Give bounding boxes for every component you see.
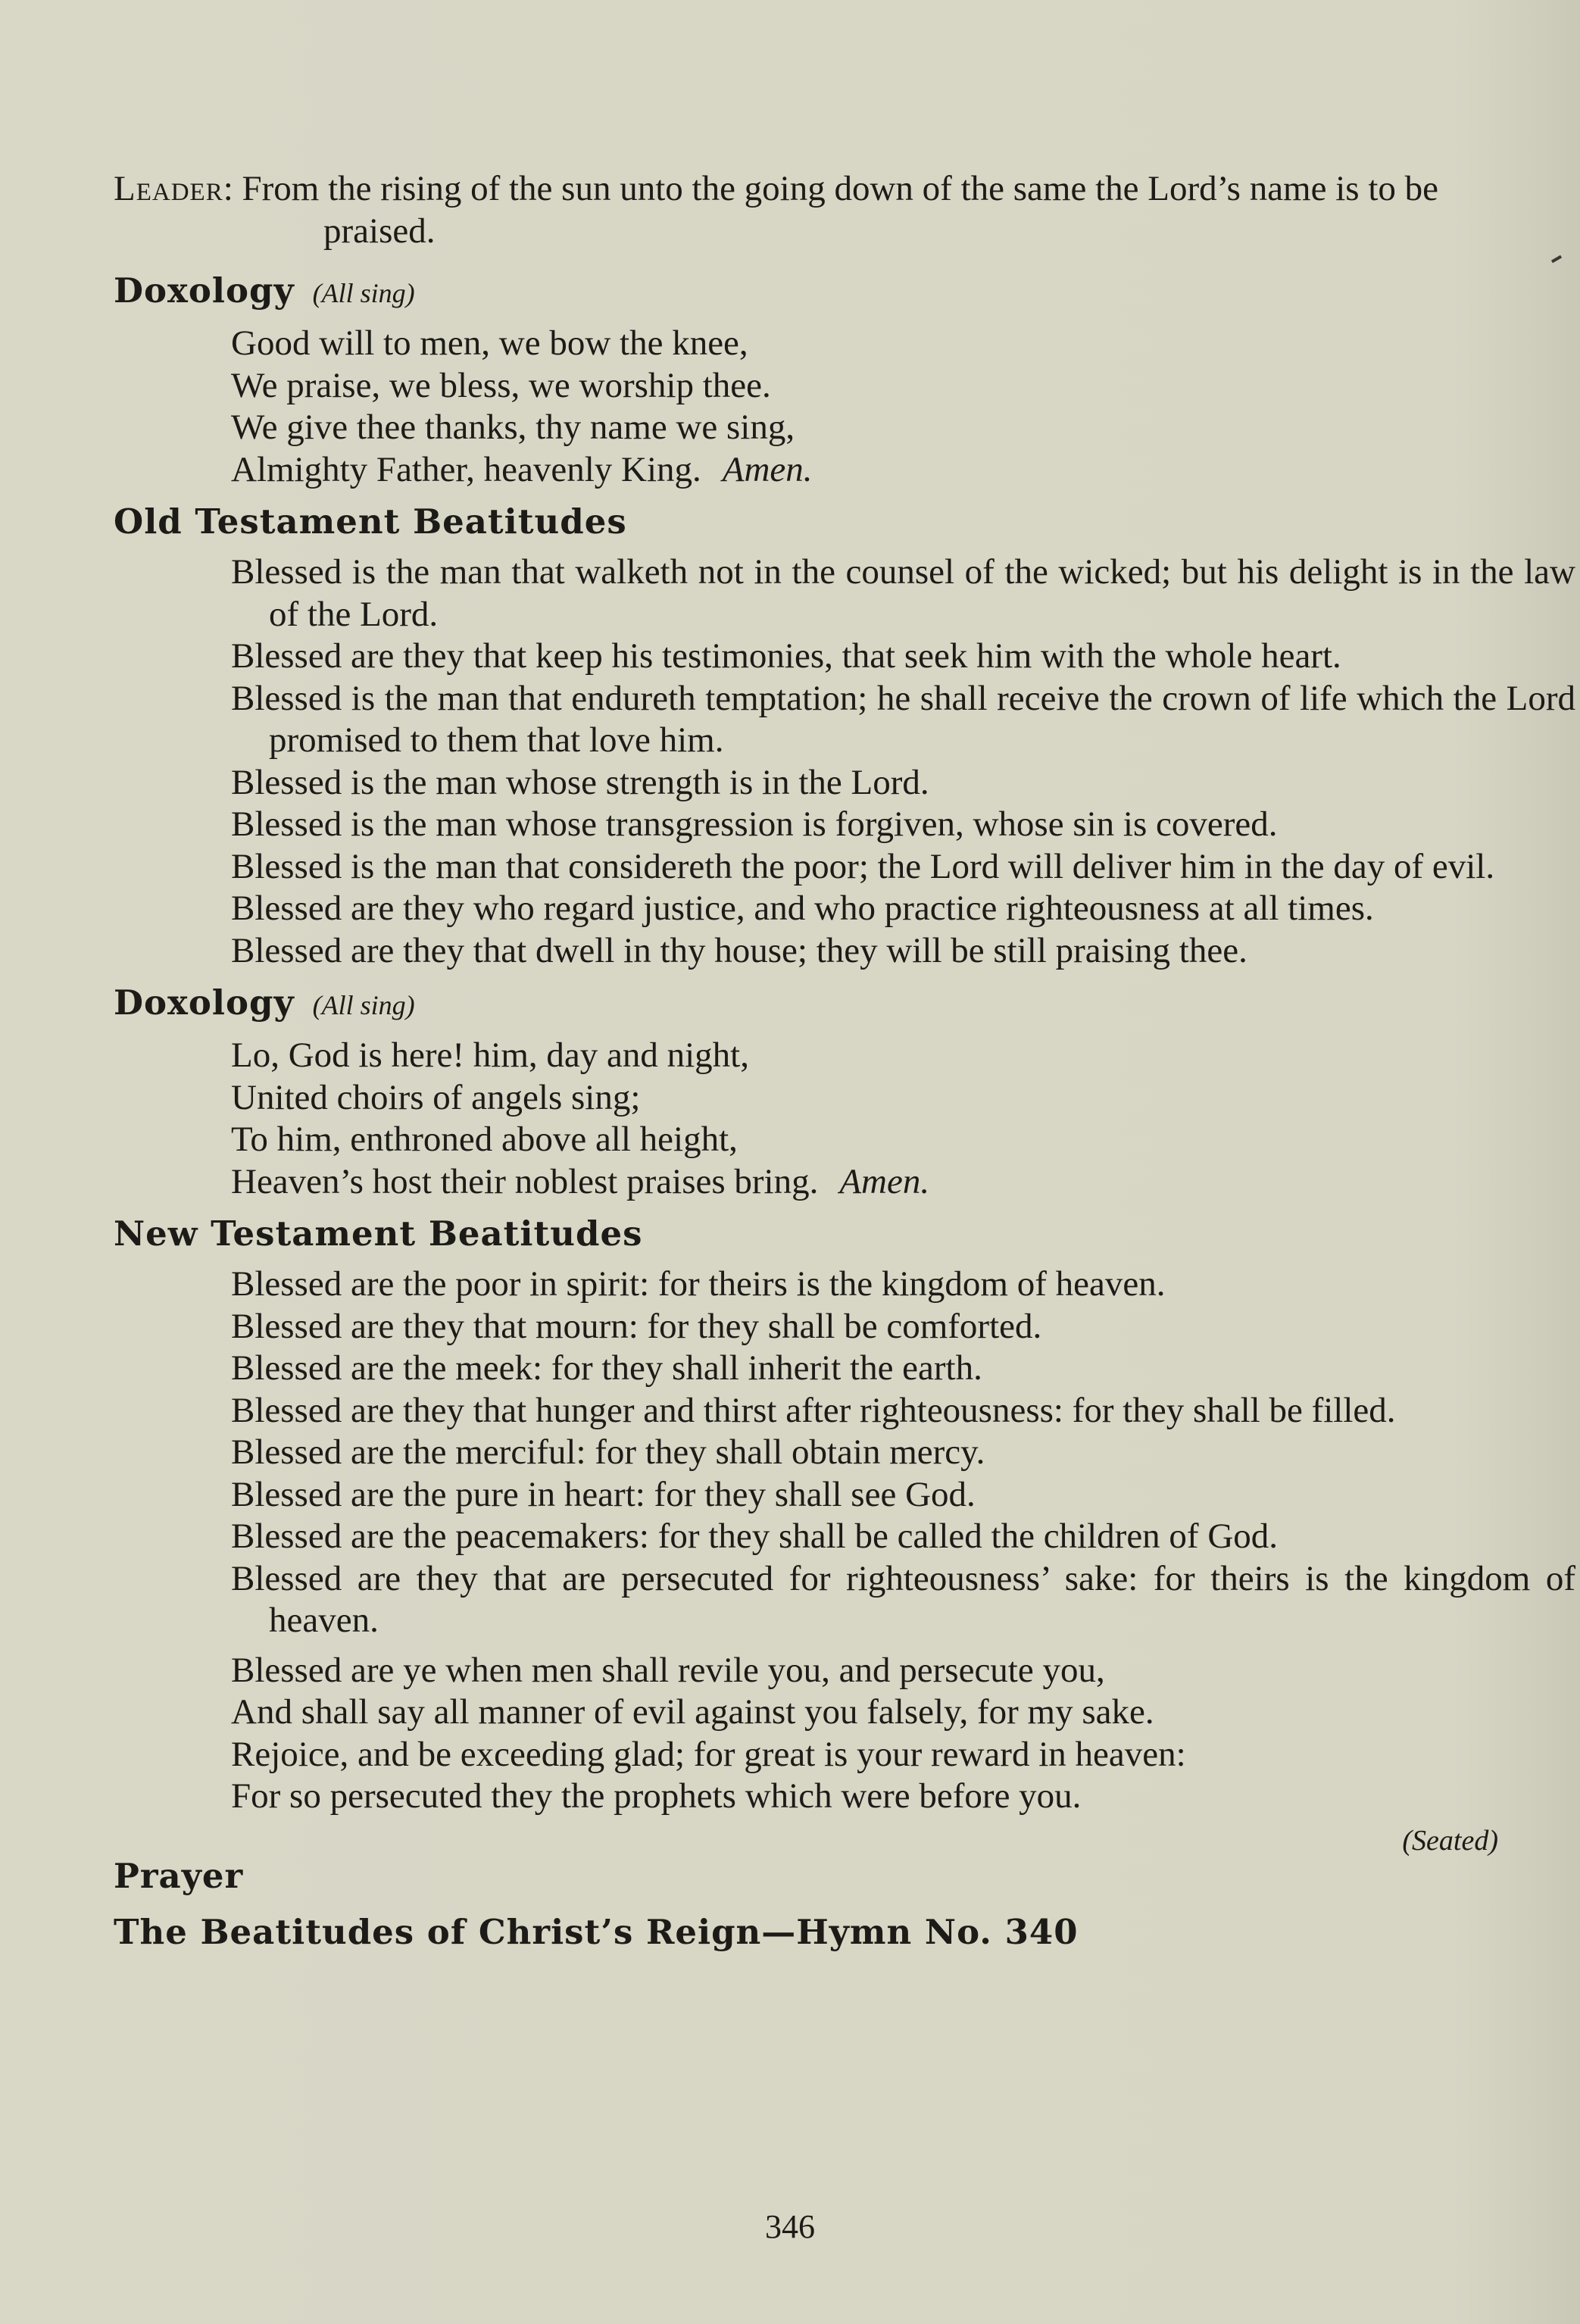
beatitude: Blessed are the peacemakers: for they shall be called the children of God. — [231, 1517, 1279, 1556]
doxology-title: Doxology — [114, 982, 295, 1023]
old-testament-beatitudes — [114, 551, 1575, 972]
beatitude: Blessed are they that mourn: for they shall be comforted. — [231, 1306, 1042, 1346]
hymn-title: The Beatitudes of Christ’s Reign—Hymn No. 340 — [114, 1911, 1079, 1952]
beatitude: Blessed is the man that considereth the poor; the Lord will deliver him in the day of evil. — [231, 846, 1495, 886]
verse-line: We praise, we bless, we worship thee. — [231, 365, 771, 405]
verse-line: Almighty Father, heavenly King. — [231, 449, 701, 489]
verse-line: To him, enthroned above all height, — [231, 1120, 738, 1159]
leader-text: From the rising of the sun unto the going down of the same the Lord’s name is to be praised. — [242, 169, 1438, 251]
beatitude: Blessed is the man whose strength is in the Lord. — [231, 762, 929, 802]
closing-line: And shall say all manner of evil against you falsely, for my sake. — [231, 1692, 1154, 1732]
beatitude: Blessed are the pure in heart: for they shall see God. — [231, 1474, 976, 1514]
leader-label: Leader — [114, 169, 223, 208]
beatitude: Blessed are they that dwell in thy house; they will be still praising thee. — [231, 930, 1247, 970]
verse-line: United choirs of angels sing; — [231, 1077, 641, 1117]
page-number: 346 — [765, 2208, 815, 2245]
verse-line: Lo, God is here! him, day and night, — [231, 1035, 749, 1075]
new-testament-heading: New Testament Beatitudes — [114, 1214, 643, 1254]
closing-line: For so persecuted they the prophets which were before you. — [231, 1776, 1082, 1816]
verse-line-last — [231, 449, 1538, 492]
verse-line: Good will to men, we bow the knee, — [231, 323, 748, 363]
beatitude: Blessed is the man that endureth temptation; he shall receive the crown of life which the Lord promised to them that love him. — [231, 678, 1575, 760]
beatitude: Blessed are the meek: for they shall inherit the earth. — [231, 1348, 982, 1388]
beatitude: Blessed is the man that walketh not in the counsel of the wicked; but his delight is in the law of the Lord. — [231, 552, 1575, 634]
new-testament-closing — [114, 1650, 1538, 1818]
doxology-heading-1 — [114, 267, 1538, 317]
prayer-heading: Prayer — [114, 1855, 244, 1896]
leader-line: Leader: From the rising of the sun unto the going down of the same the Lord’s name is to be praised. — [114, 169, 1438, 251]
verse-line-last — [231, 1161, 1538, 1204]
doxology-heading-2 — [114, 979, 1538, 1029]
closing-line: Rejoice, and be exceeding glad; for great is your reward in heaven: — [231, 1734, 1186, 1774]
doxology-note: (All sing) — [312, 990, 415, 1020]
beatitude: Blessed are they that hunger and thirst after righteousness: for they shall be filled. — [231, 1390, 1396, 1430]
amen: Amen. — [722, 449, 813, 489]
scan-speck — [1551, 255, 1562, 263]
closing-line: Blessed are ye when men shall revile you, and persecute you, — [231, 1650, 1105, 1690]
page-content — [114, 168, 1575, 1962]
beatitude: Blessed are the poor in spirit: for theirs is the kingdom of heaven. — [231, 1264, 1166, 1304]
old-testament-heading: Old Testament Beatitudes — [114, 501, 627, 542]
verse-line: Heaven’s host their noblest praises bring. — [231, 1161, 819, 1201]
beatitude: Blessed is the man whose transgression is forgiven, whose sin is covered. — [231, 804, 1278, 844]
beatitude: Blessed are they who regard justice, and who practice righteousness at all times. — [231, 889, 1374, 928]
verse-line: We give thee thanks, thy name we sing, — [231, 408, 795, 447]
seated-note: (Seated) — [1402, 1824, 1498, 1857]
new-testament-beatitudes — [114, 1264, 1575, 1642]
beatitude: Blessed are the merciful: for they shall obtain mercy. — [231, 1432, 985, 1472]
doxology-title: Doxology — [114, 270, 295, 311]
beatitude: Blessed are they that keep his testimonies, that seek him with the whole heart. — [231, 636, 1341, 676]
doxology-verse-2 — [114, 1035, 1538, 1203]
amen: Amen. — [839, 1161, 930, 1201]
beatitude: Blessed are they that are persecuted for righteousness’ sake: for theirs is the kingdom of heaven. — [231, 1558, 1575, 1640]
doxology-note: (All sing) — [312, 278, 415, 308]
doxology-verse-1 — [114, 323, 1538, 491]
hymn-reference — [114, 1909, 1538, 1956]
